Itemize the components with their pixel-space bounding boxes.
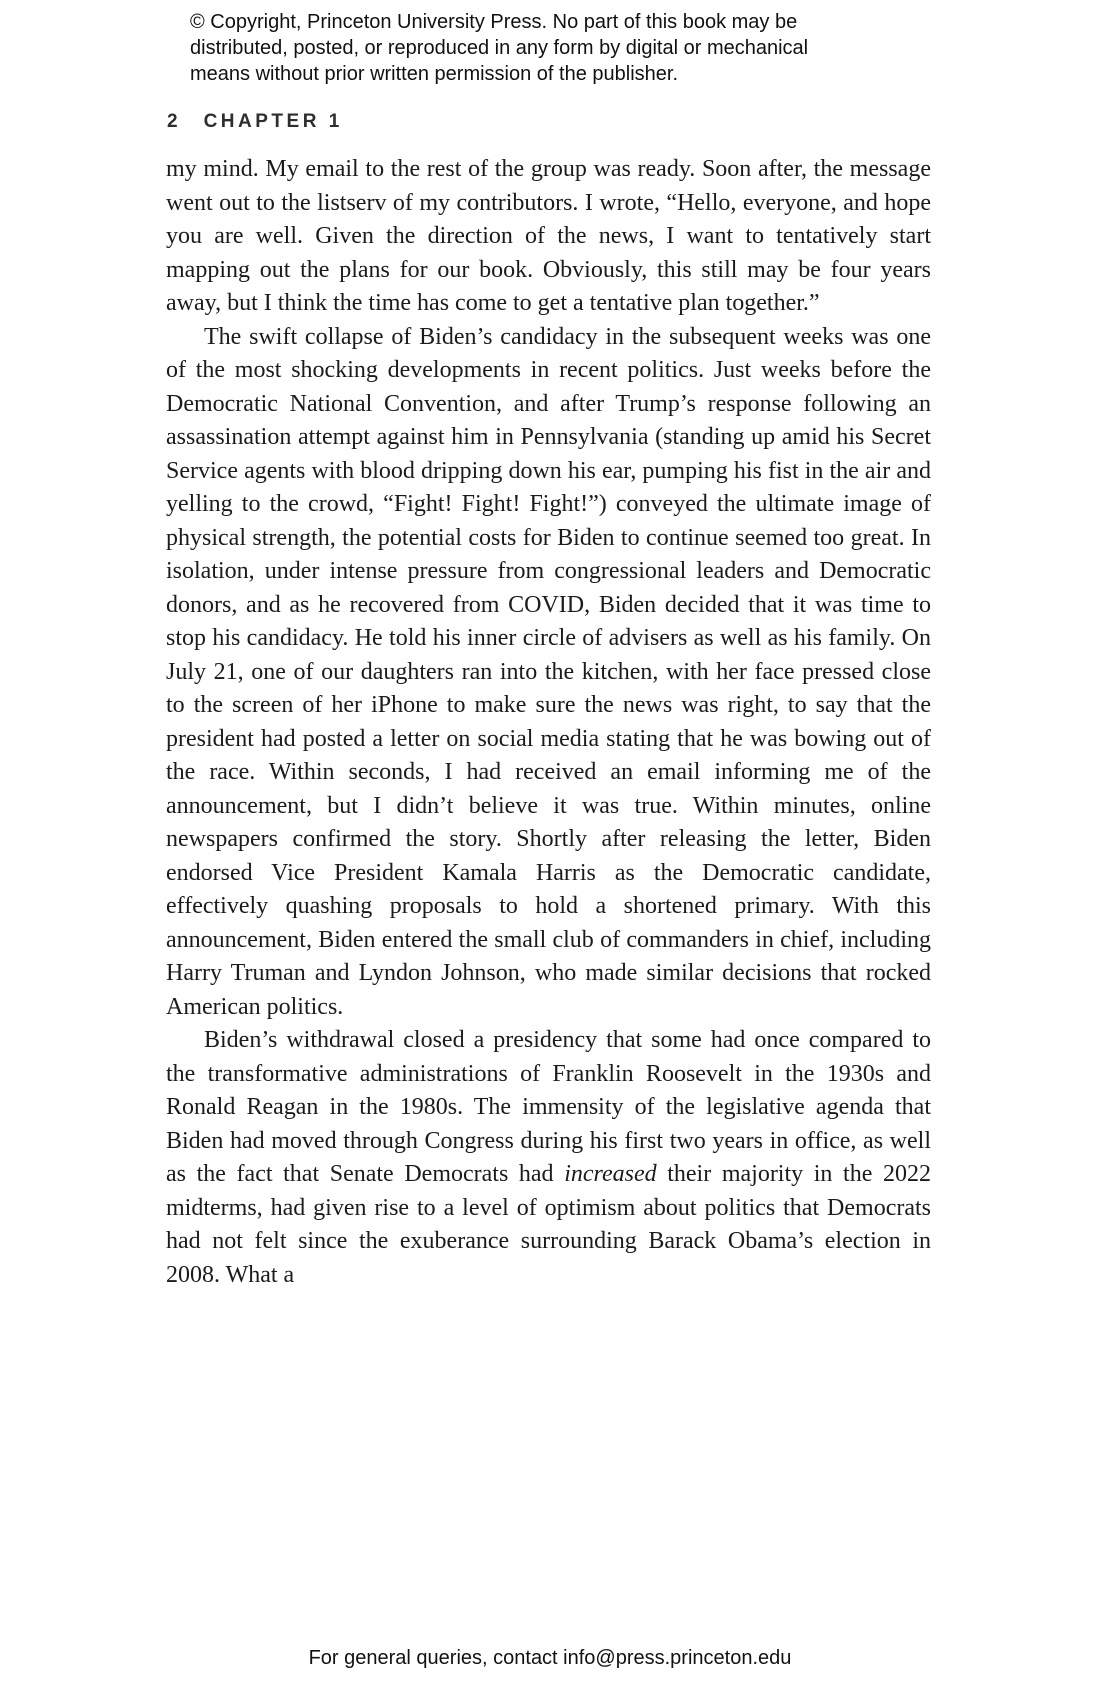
italic-text-run: increased — [564, 1161, 657, 1187]
footer-contact: For general queries, contact info@press.princeton.edu — [308, 1647, 792, 1669]
text-run: their majority in the 2022 midterms, had given rise to a level of optimism about politics that Democrats had not felt since the exuberance surrounding Barack Obama’s election in 2008. What a — [166, 1161, 931, 1288]
text-run: Biden’s withdrawal closed a presidency that some had once compared to the transformative administrations of Franklin Roosevelt in the 1930s and Ronald Reagan in the 1980s. The immensity of the legislative agenda that Biden had moved through Congress during his first two years in office, as well as the fact that Senate Democrats had — [166, 1027, 931, 1187]
paragraph — [166, 321, 931, 1025]
copyright-notice — [190, 9, 808, 87]
page-number: 2 — [167, 111, 179, 132]
body-text — [166, 153, 931, 1292]
copyright-line-3: means without prior written permission of the publisher. — [190, 63, 679, 85]
chapter-label: CHAPTER 1 — [203, 111, 343, 132]
text-run: my mind. My email to the rest of the group was ready. Soon after, the message went out to the listserv of my contributors. I wrote, “Hello, everyone, and hope you are well. Given the direction of the news, I want to tentatively start mapping out the plans for our book. Obviously, this still may be four years away, but I think the time has come to get a tentative plan together.” — [166, 156, 931, 316]
text-run: The swift collapse of Biden’s candidacy in the subsequent weeks was one of the most shocking developments in recent politics. Just weeks before the Democratic National Convention, and after Trump’s response following an assassination attempt against him in Pennsylvania (standing up amid his Secret Service agents with blood dripping down his ear, pumping his fist in the air and yelling to the crowd, “Fight! Fight! Fight!”) conveyed the ultimate image of physical strength, the potential costs for Biden to continue seemed too great. In isolation, under intense pressure from congressional leaders and Democratic donors, and as he recovered from COVID, Biden decided that it was time to stop his candidacy. He told his inner circle of advisers as well as his family. On July 21, one of our daughters ran into the kitchen, with her face pressed close to the screen of her iPhone to make sure the news was right, to say that the president had posted a letter on social media stating that he was bowing out of the race. Within seconds, I had received an email informing me of the announcement, but I didn’t believe it was true. Within minutes, online newspapers confirmed the story. Shortly after releasing the letter, Biden endorsed Vice President Kamala Harris as the Democratic candidate, effectively quashing proposals to hold a shortened primary. With this announcement, Biden entered the small club of commanders in chief, including Harry Truman and Lyndon Johnson, who made similar decisions that rocked American politics. — [166, 323, 931, 1020]
running-head — [167, 111, 343, 133]
paragraph — [166, 153, 931, 321]
copyright-line-1: © Copyright, Princeton University Press. No part of this book may be — [190, 11, 798, 33]
copyright-line-2: distributed, posted, or reproduced in any form by digital or mechanical — [190, 37, 809, 59]
paragraph — [166, 1024, 931, 1292]
